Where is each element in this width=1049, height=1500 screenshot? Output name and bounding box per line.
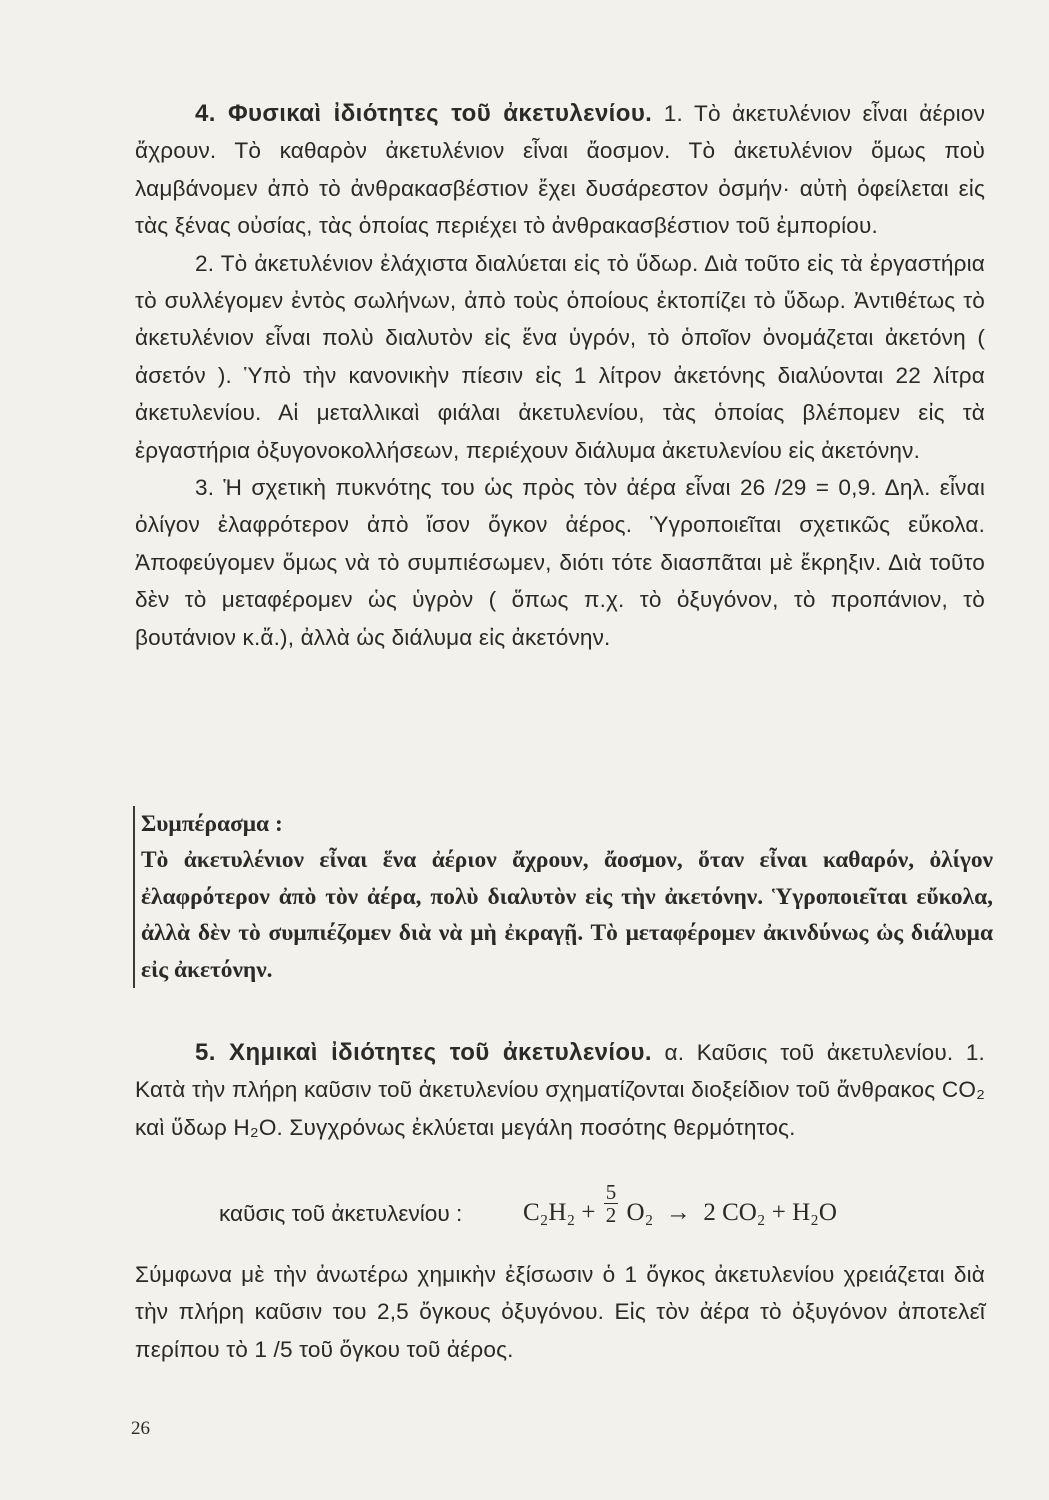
- section-5-paragraph-2: Σύμφωνα μὲ τὴν ἀνωτέρω χημικὴν ἐξίσωσιν ὁ 1 ὄγκος ἀκετυλενίου χρειάζεται διὰ τὴν πλήρη καῦσιν του 2,5 ὄγκους ὀξυγόνου. Εἰς τὸν ἀέρα τὸ ὀξυγόνον ἀποτελεῖ περίπου τὸ 1 /5 τοῦ ὄγκου τοῦ ἀέρος.: [135, 1262, 985, 1362]
- product-carbon-dioxide: 2 CO₂: [703, 1199, 766, 1226]
- coefficient-numerator: 5: [605, 1179, 617, 1204]
- equation-formula: [523, 1179, 837, 1227]
- reactant-acetylene: C₂H₂: [523, 1199, 576, 1226]
- section-4-paragraph-2: 2. Τὸ ἀκετυλένιον ἐλάχιστα διαλύεται εἰς τὸ ὕδωρ. Διὰ τοῦτο εἰς τὰ ἐργαστήρια τὸ συλλέγομεν ἐντὸς σωλήνων, ἀπὸ τοὺς ὁποίους ἐκτοπίζει τὸ ὕδωρ. Ἀντιθέτως τὸ ἀκετυλένιον εἶναι πολὺ διαλυτὸν εἰς ἕνα ὑγρόν, τὸ ὁποῖον ὀνομάζεται ἀκετόνη ( ἀσετόν ). Ὑπὸ τὴν κανονικὴν πίεσιν εἰς 1 λίτρον ἀκετόνης διαλύονται 22 λίτρα ἀκετυλενίου. Αἱ μεταλλικαὶ φιάλαι ἀκετυλενίου, τὰς ὁποίας βλέπομεν εἰς τὰ ἐργαστήρια ὀξυγονοκολλήσεων, περιέχουν διάλυμα ἀκετυλενίου εἰς ἀκετόνην.: [135, 250, 985, 463]
- section-4-text-1: 1. Τὸ ἀκετυλένιον εἶναι ἀέριον ἄχρουν. Τὸ καθαρὸν ἀκετυλένιον εἶναι ἄοσμον. Τὸ ἀκετυλένιον ὅμως ποὺ λαμβάνομεν ἀπὸ τὸ ἀνθρακασβέστιον ἔχει δυσάρεστον ὀσμήν· αὐτὴ ὀφείλεται εἰς τὰς ξένας οὐσίας, τὰς ὁποίας περιέχει τὸ ἀνθρακασβέστιον τοῦ ἐμπορίου.: [135, 101, 986, 239]
- section-5-text-1: α. Καῦσις τοῦ ἀκετυλενίου. 1. Κατὰ τὴν πλήρη καῦσιν τοῦ ἀκετυλενίου σχηματίζονται διοξείδιον τοῦ ἄνθρακος CO₂ καὶ ὕδωρ H₂O. Συγχρόνως ἐκλύεται μεγάλη ποσότης θερμότητος.: [135, 1040, 985, 1140]
- conclusion-title: Συμπέρασμα :: [141, 811, 283, 837]
- plus-sign-2: +: [771, 1199, 786, 1226]
- oxygen-coefficient: [604, 1181, 619, 1226]
- coefficient-denominator: 2: [605, 1202, 617, 1227]
- section-5-heading: 5. Χημικαὶ ἰδιότητες τοῦ ἀκετυλενίου.: [195, 1039, 652, 1066]
- plus-sign-1: +: [581, 1199, 596, 1226]
- product-water: H₂O: [792, 1199, 837, 1226]
- conclusion-body: Τὸ ἀκετυλένιον εἶναι ἕνα ἀέριον ἄχρουν, ἄοσμον, ὅταν εἶναι καθαρόν, ὀλίγον ἐλαφρότερον ἀπὸ τὸν ἀέρα, πολὺ διαλυτὸν εἰς τὴν ἀκετόνην. Ὑγροποιεῖται εὔκολα, ἀλλὰ δὲν τὸ συμπιέζομεν διὰ νὰ μὴ ἐκραγῇ. Τὸ μεταφέρομεν ἀκινδύνως ὡς διάλυμα εἰς ἀκετόνην.: [141, 847, 993, 983]
- section-4: [135, 95, 985, 656]
- combustion-equation: [219, 1173, 999, 1245]
- section-4-paragraph-1: [135, 95, 985, 245]
- section-4-paragraph-3: 3. Ἡ σχετικὴ πυκνότης του ὡς πρὸς τὸν ἀέρα εἶναι 26 /29 = 0,9. Δηλ. εἶναι ὀλίγον ἐλαφρότερον ἀπὸ ἴσον ὄγκον ἀέρος. Ὑγροποιεῖται σχετικῶς εὔκολα. Ἀποφεύγομεν ὅμως νὰ τὸ συμπιέσωμεν, διότι τότε διασπᾶται μὲ ἔκρηξιν. Διὰ τοῦτο δὲν τὸ μεταφέρομεν ὡς ὑγρὸν ( ὅπως π.χ. τὸ ὀξυγόνον, τὸ προπάνιον, τὸ βουτάνιον κ.ἄ.), ἀλλὰ ὡς διάλυμα εἰς ἀκετόνην.: [135, 475, 985, 650]
- reactant-oxygen: O₂: [626, 1199, 654, 1226]
- conclusion-box: [133, 806, 993, 988]
- section-5-paragraph-1: [135, 1034, 985, 1146]
- reaction-arrow-icon: →: [665, 1199, 691, 1226]
- page-number: 26: [131, 1418, 150, 1439]
- section-5-continued: [135, 1256, 985, 1368]
- section-4-heading: 4. Φυσικαὶ ἰδιότητες τοῦ ἀκετυλενίου.: [195, 100, 653, 127]
- equation-label: καῦσις τοῦ ἀκετυλενίου :: [219, 1201, 463, 1226]
- section-5: [135, 1034, 985, 1146]
